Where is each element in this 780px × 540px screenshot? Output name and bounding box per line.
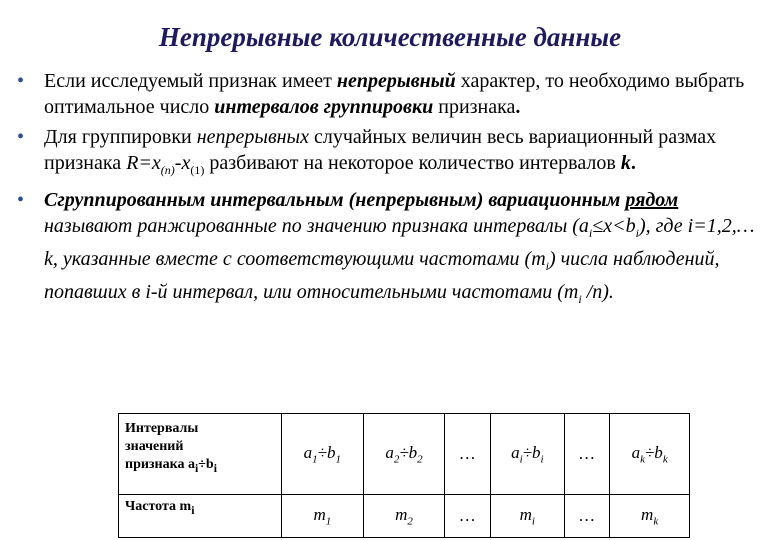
- text-segment: /n).: [581, 281, 614, 303]
- header-line: Интервалы: [125, 421, 199, 436]
- table-cell: [282, 495, 364, 538]
- cell-text: a: [631, 442, 641, 462]
- row-header-intervals: [119, 414, 282, 495]
- text-segment: характер, то необходимо выбрать оптимальное число: [44, 70, 745, 118]
- text-segment: Сгруппированным интервальным (непрерывным) вариационным: [44, 189, 626, 211]
- text-segment: i: [545, 259, 549, 273]
- cell-text: ÷b: [644, 442, 663, 462]
- row-header-frequency: [119, 495, 282, 538]
- cell-subscript: 1: [335, 453, 341, 466]
- cell-text: a: [385, 442, 394, 462]
- table-cell: [610, 495, 690, 538]
- table-cell: [445, 495, 491, 538]
- text-segment: интервалов группировки: [214, 96, 434, 118]
- text-segment: непрерывный: [336, 70, 456, 92]
- text-segment: случайных величин весь вариационный размах признака: [44, 126, 717, 174]
- header-line: Частота m: [125, 499, 192, 514]
- cell-subscript: k: [640, 453, 645, 466]
- cell-text: m: [519, 504, 532, 524]
- bullet-dot-icon: •: [17, 189, 25, 211]
- cell-text: m: [641, 504, 654, 524]
- bullet-list: [14, 68, 766, 316]
- text-segment: i: [635, 226, 639, 240]
- text-segment: R=x: [126, 152, 161, 174]
- table-cell: [610, 414, 690, 495]
- bullet-item: [14, 68, 766, 120]
- cell-text: …: [460, 506, 476, 525]
- bullet-dot-icon: •: [17, 126, 25, 148]
- cell-subscript: k: [653, 515, 659, 528]
- bullet-text: [44, 189, 755, 306]
- cell-text: ÷b: [399, 442, 418, 462]
- cell-subscript: 2: [417, 453, 423, 466]
- slide-title: Непрерывные количественные данные: [158, 22, 622, 52]
- cell-subscript: 2: [393, 453, 400, 466]
- bullet-text: [44, 126, 717, 177]
- table-row-intervals: [119, 414, 690, 495]
- cell-text: m: [313, 504, 326, 524]
- cell-subscript: i: [540, 453, 544, 466]
- table-cell: [564, 414, 610, 495]
- cell-subscript: 1: [312, 453, 318, 466]
- header-sub: i: [213, 461, 217, 475]
- bullet-dot-icon: •: [17, 70, 25, 92]
- table-cell: [564, 495, 610, 538]
- header-sub: i: [191, 503, 195, 517]
- text-segment: -x: [174, 152, 191, 174]
- cell-text: a: [511, 442, 520, 462]
- cell-subscript: i: [519, 453, 523, 466]
- header-sub: i: [194, 461, 199, 475]
- header-line: значений: [125, 439, 184, 454]
- text-segment: рядом: [625, 189, 679, 211]
- cell-subscript: i: [531, 515, 535, 528]
- bullet-item: [14, 124, 766, 183]
- text-segment: называют ранжированные по значению признака интервалы (a: [44, 215, 589, 237]
- table-cell: [490, 495, 564, 538]
- header-line: ÷b: [198, 457, 214, 472]
- cell-text: …: [460, 444, 476, 463]
- text-segment: i: [588, 226, 593, 240]
- bullet-item: [14, 187, 766, 312]
- table-cell: [445, 414, 491, 495]
- text-segment: ≤x<b: [592, 215, 636, 237]
- cell-text: m: [395, 504, 408, 524]
- cell-subscript: k: [662, 453, 668, 466]
- frequency-table: [118, 413, 690, 538]
- cell-text: ÷b: [317, 442, 336, 462]
- table-cell: [490, 414, 564, 495]
- text-segment: .: [515, 96, 521, 118]
- cell-text: …: [579, 506, 595, 525]
- text-segment: ) числа наблюдений, попавших в i-й интервал, или относительными частотами (m: [44, 248, 720, 303]
- text-segment: ), где i=1,2,…k, указанные вместе с соответствующими частотами (m: [44, 215, 755, 270]
- text-segment: Если исследуемый признак имеет: [44, 70, 337, 92]
- bullet-text: [44, 70, 744, 118]
- text-segment: (n): [160, 163, 175, 177]
- header-line: признака a: [125, 457, 195, 472]
- text-segment: Для группировки: [44, 126, 197, 148]
- table-cell: [363, 414, 445, 495]
- text-segment: .: [630, 152, 636, 174]
- cell-subscript: 2: [407, 515, 413, 528]
- text-segment: признака: [433, 96, 516, 118]
- table-cell: [363, 495, 445, 538]
- cell-text: …: [579, 444, 595, 463]
- text-segment: разбивают на некоторое количество интервалов: [204, 152, 621, 174]
- table-cell: [282, 414, 364, 495]
- cell-text: a: [303, 442, 313, 462]
- text-segment: (1): [190, 163, 205, 177]
- text-segment: непрерывных: [196, 126, 309, 148]
- text-segment: k: [620, 152, 631, 174]
- cell-subscript: 1: [325, 515, 332, 528]
- table-row-frequency: [119, 495, 690, 538]
- cell-text: ÷b: [522, 442, 541, 462]
- text-segment: i: [578, 292, 582, 306]
